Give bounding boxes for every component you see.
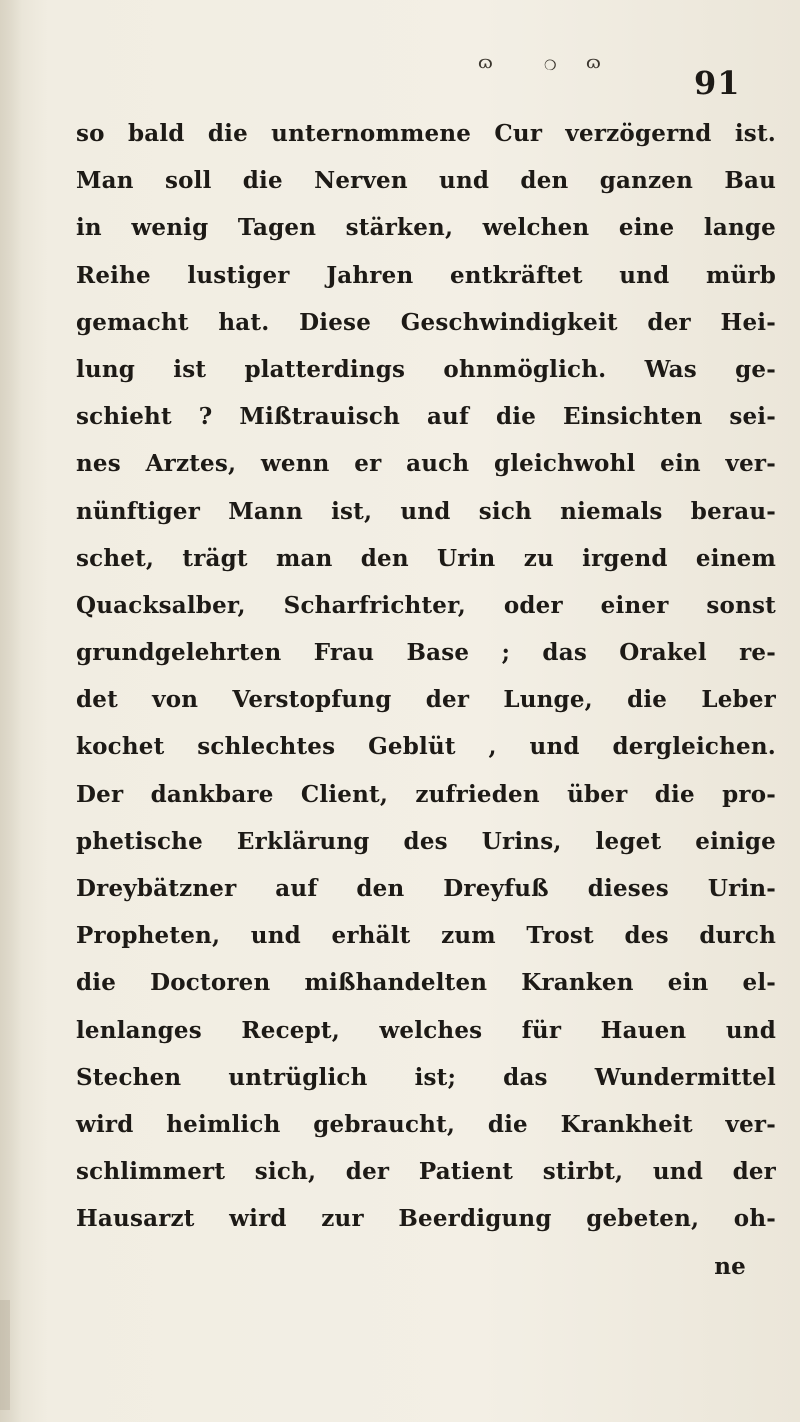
ornament-left-icon: ɷ	[478, 52, 493, 73]
text-line: gemacht hat. Diese Geschwindigkeit der Hei-	[76, 308, 776, 336]
text-line: nes Arztes, wenn er auch gleichwohl ein ver-	[76, 450, 776, 478]
ornament-center-icon: ❍	[544, 58, 557, 74]
text-line: kochet schlechtes Geblüt , und dergleichen.	[76, 733, 776, 761]
text-line: Dreybätzner auf den Dreyfuß dieses Urin-	[76, 875, 776, 902]
text-line: wird heimlich gebraucht, die Krankheit ver-	[76, 1110, 776, 1138]
text-line: Quacksalber, Scharfrichter, oder einer sonst	[76, 591, 776, 619]
text-line: Man soll die Nerven und den ganzen Bau	[76, 167, 776, 195]
text-line: schieht ? Mißtrauisch auf die Einsichten sei-	[76, 403, 776, 431]
text-line: Reihe lustiger Jahren entkräftet und mürb	[76, 261, 776, 289]
body-text	[76, 110, 776, 1290]
text-line: det von Verstopfung der Lunge, die Leber	[76, 686, 776, 714]
text-line: phetische Erklärung des Urins, leget einige	[76, 827, 776, 855]
page-number: 91	[694, 64, 741, 102]
text-line: Der dankbare Client, zufrieden über die pro-	[76, 780, 776, 808]
text-line: lung ist platterdings ohnmöglich. Was ge-	[76, 355, 776, 383]
text-line: nünftiger Mann ist, und sich niemals berau-	[76, 497, 776, 525]
text-line: schlimmert sich, der Patient stirbt, und der	[76, 1158, 776, 1186]
page-header-ornaments	[478, 48, 718, 88]
page-gutter-shadow	[0, 0, 22, 1422]
catchword: ne	[714, 1252, 746, 1280]
text-line: die Doctoren mißhandelten Kranken ein el-	[76, 969, 776, 997]
ornament-right-icon: ɷ	[586, 52, 601, 73]
page-edge-stain	[0, 1300, 10, 1410]
text-line: grundgelehrten Frau Base ; das Orakel re-	[76, 639, 776, 667]
text-line: in wenig Tagen stärken, welchen eine lange	[76, 214, 776, 242]
text-line: Propheten, und erhält zum Trost des durch	[76, 922, 776, 950]
text-line: so bald die unternommene Cur verzögernd ist.	[76, 120, 776, 147]
text-line: Hausarzt wird zur Beerdigung gebeten, oh-	[76, 1205, 776, 1233]
text-line: lenlanges Recept, welches für Hauen und	[76, 1016, 776, 1044]
text-line: Stechen untrüglich ist; das Wundermittel	[76, 1063, 776, 1091]
text-line: schet, trägt man den Urin zu irgend einem	[76, 544, 776, 572]
